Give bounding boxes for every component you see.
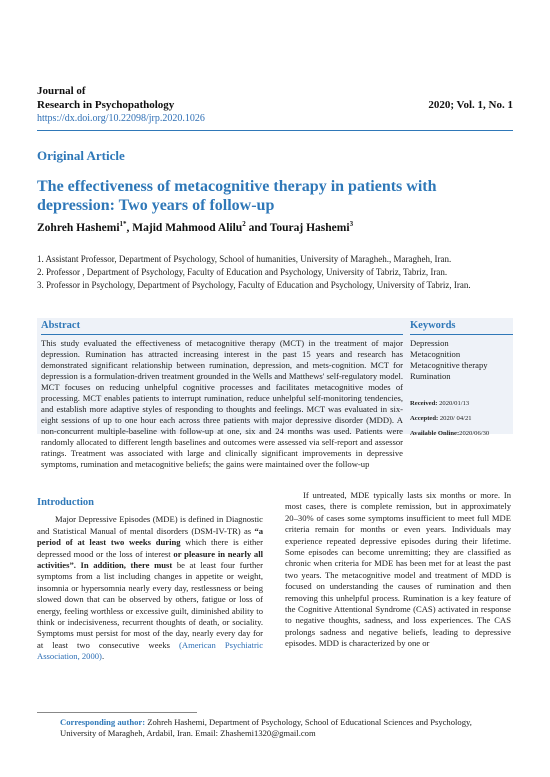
body-right-column (285, 490, 511, 650)
keyword-item: Metacognitive therapy (410, 360, 488, 370)
journal-name: Research in Psychopathology (37, 99, 175, 111)
author-1-sup: 1* (119, 220, 127, 228)
affiliation-2: 2. Professor , Department of Psychology, Faculty of Education and Psychology, University of Tabriz, Tabriz, Iran. (37, 267, 448, 277)
keyword-item: Depression (410, 338, 449, 348)
introduction-heading: Introduction (37, 497, 94, 508)
article-type: Original Article (37, 148, 125, 163)
author-3-sup: 3 (349, 220, 354, 228)
journal-label: Journal of (37, 85, 86, 97)
keyword-item: Metacognition (410, 349, 461, 359)
abstract-text: This study evaluated the effectiveness of metacognitive therapy (MCT) in the treatment of major depression. Rumination has attracted increasing interest in the past 15 years and research has demonstrated significant relationship between rumination, depression, and mets-cognition. MCT for depression is a formulation-driven treatment grounded in the Wells and Matthews' self-regulatory model. MCT focuses on reducing unhelpful cognitive processes and facilitates metacognitive modes of processing. MCT enables patients to interrupt rumination, reduce unhelpful self-monitoring tendencies, and establish more adaptive styles of responding to thoughts and feelings. MCT was evaluated in six-eight sessions of up to one hour each across three patients with major depressive disorder (MDD). A non-concurrent multiple-baseline with follow-up at one, six and 24 months was used. Patients were randomly allocated to different length baselines and outcomes were assessed via self-report and assessor ratings. Treatment was associated with large and clinically significant improvements in depressive symptoms, rumination and metacognitive beliefs; the gains were maintained over the follow-up (41, 338, 403, 469)
abstract-heading: Abstract (41, 320, 81, 331)
introduction-paragraph: Major Depressive Episodes (MDE) is defined in Diagnostic and Statistical Manual of mental disorders (DSM-IV-TR) as “a period of at least two weeks during which there is either depressed mood or the loss of interest or pleasure in nearly all activities”. In addition, there must be at least four further symptoms from a list including changes in appetite or weight, insomnia or hypersomnia nearly every day, restlessness or being slowed down that can be observed by others, fatigue or loss of energy, feeling worthless or excessive guilt, diminished ability to think or indecisiveness, recurrent thoughts of death, or sociality. Symptoms must persist for most of the day, nearly every day for at least two consecutive weeks (American Psychiatric Association, 2000). (37, 514, 264, 662)
corresponding-author: Corresponding author: Zohreh Hashemi, Department of Psychology, School of Educational Sciences and Psychology, University of Maragheh, Ardabil, Iran. Email: Zhashemi1320@gmail.com (60, 717, 472, 738)
body-paragraph: If untreated, MDE typically lasts six months or more. In most cases, there is complete remission, but in approximately 20–30% of cases some symptoms insufficient to meet full MDE criteria remain for months or even years. Individuals may experience repeated depressive episodes during their lifetime. Some episodes can become unremitting; they are classified as chronic when criteria for MDE has been met for at least the past two years. The metacognitive model and treatment of MDD is focused on understanding the causes of rumination and then removing this unhelpful process. Rumination is a key feature of the Cognitive Attentional Syndrome (CAS) activated in response to negative thoughts, sadness, and loss experiences. The CAS prolongs sadness and negative beliefs, leading to depressive episodes. MDD is characterized by one or (285, 490, 511, 649)
online-date: Available Online:2020/06/30 (410, 430, 490, 437)
accepted-date: Accepted: 2020/ 04/21 (410, 415, 472, 422)
article-title: The effectiveness of metacognitive therapy in patients with depression: Two years of follow-up (37, 178, 437, 214)
journal-header (37, 84, 513, 125)
author-1: Zohreh Hashemi (37, 221, 120, 234)
keyword-item: Rumination (410, 371, 451, 381)
affiliation-1: 1. Assistant Professor, Department of Psychology, School of humanities, University of Maragheh., Maragheh, Iran. (37, 254, 452, 264)
footnote-divider (37, 712, 197, 713)
affiliation-3: 3. Professor in Psychology, Department of Psychology, Faculty of Education and Psychology, University of Tabriz, Iran. (37, 280, 471, 290)
received-date: Received: 2020/01/13 (410, 400, 470, 407)
journal-name-row (37, 98, 513, 112)
keywords-heading: Keywords (410, 320, 456, 331)
journal-issue: 2020; Vol. 1, No. 1 (428, 99, 513, 111)
body-left-column (37, 484, 263, 663)
article-dates (410, 398, 513, 439)
keyword-list (410, 338, 513, 382)
doi-link[interactable]: https://dx.doi.org/10.22098/jrp.2020.1026 (37, 113, 205, 124)
author-2-sup: 2 (242, 220, 246, 228)
author-2: , Majid Mahmood Alilu (126, 221, 243, 234)
header-divider (37, 130, 513, 131)
citation-link[interactable]: (American Psychiatric Association, 2000) (37, 639, 264, 662)
author-list (37, 220, 353, 234)
affiliations (37, 253, 517, 292)
keywords-rule (410, 334, 513, 335)
abstract-rule (41, 334, 403, 335)
author-3: and Touraj Hashemi (245, 221, 350, 234)
